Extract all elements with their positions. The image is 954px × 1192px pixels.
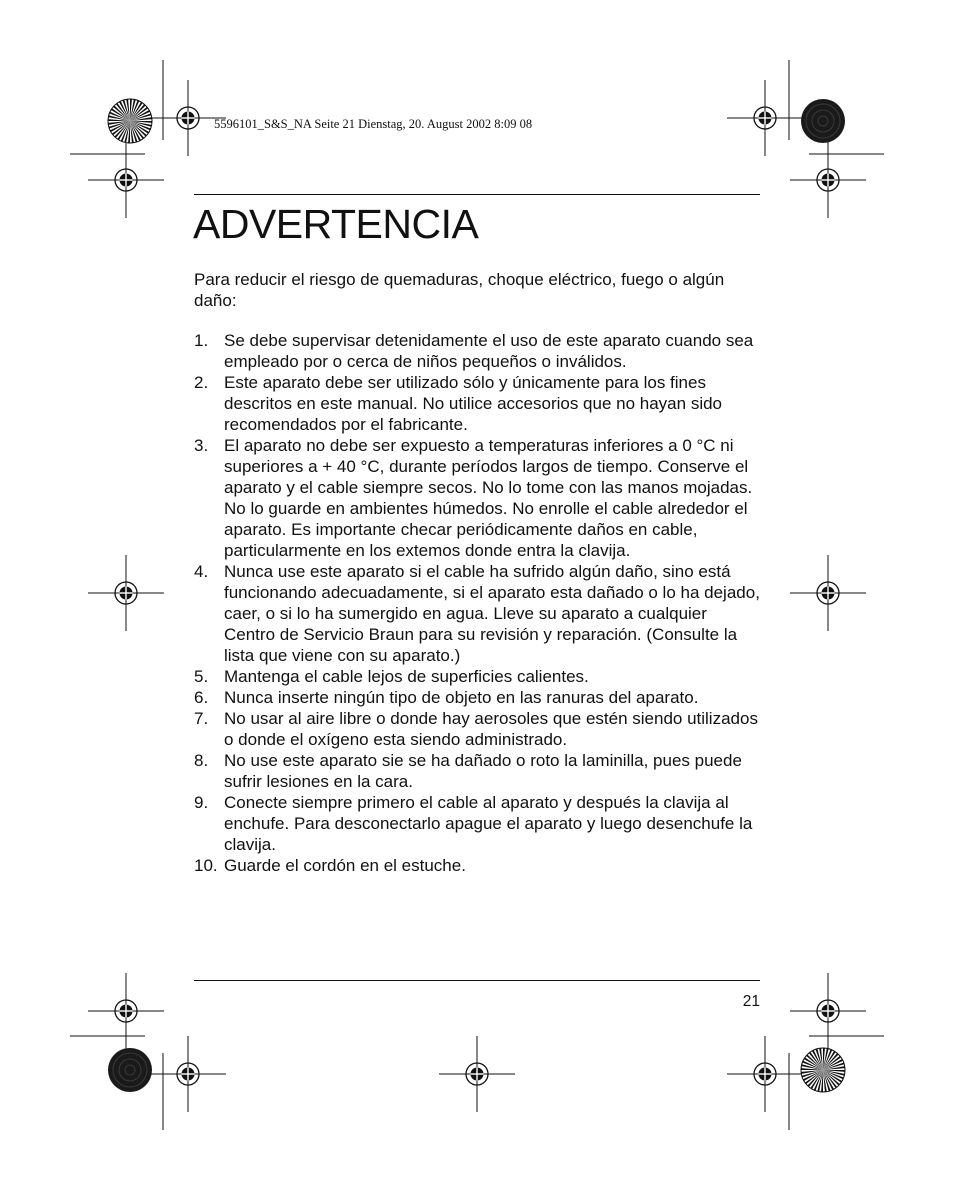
list-item-text: Conecte siempre primero el cable al aparato y después la clavija al enchufe. Para desconectarlo apague el aparato y luego desenchufe la clavija. — [224, 793, 753, 854]
registration-mark-icon — [88, 142, 164, 218]
registration-mark-icon — [150, 1036, 226, 1112]
page-title: ADVERTENCIA — [193, 201, 479, 247]
list-item — [194, 792, 762, 855]
density-wheel-icon — [801, 99, 845, 143]
list-item-text: Este aparato debe ser utilizado sólo y únicamente para los fines descritos en este manual. No utilice accesorios que no hayan sido recomendados por el fabricante. — [224, 373, 723, 434]
list-item-text: Nunca inserte ningún tipo de objeto en las ranuras del aparato. — [224, 688, 699, 707]
registration-mark-icon — [790, 555, 866, 631]
list-item — [194, 687, 762, 708]
list-item-text: No use este aparato sie se ha dañado o roto la laminilla, pues puede sufrir lesiones en la cara. — [224, 751, 742, 791]
list-item-text: El aparato no debe ser expuesto a temperaturas inferiores a 0 °C ni superiores a + 40 °C, durante períodos largos de tiempo. Conserve el aparato y el cable siempre secos. No lo tome con las manos mojadas. No lo guarde en ambientes húmedos. No enrolle el cable alrededor el aparato. Es importante checar periódicamente daños en cable, particularmente en los extemos donde entra la clavija. — [224, 436, 753, 560]
list-item — [194, 330, 762, 372]
top-rule — [194, 194, 760, 195]
list-item-text: Mantenga el cable lejos de superficies calientes. — [224, 667, 589, 686]
list-item-text: Se debe supervisar detenidamente el uso de este aparato cuando sea empleado por o cerca de niños pequeños o inválidos. — [224, 331, 754, 371]
list-item — [194, 750, 762, 792]
registration-mark-icon — [88, 555, 164, 631]
star-target-icon — [108, 99, 152, 143]
list-item — [194, 666, 762, 687]
list-item-number: 7. — [194, 709, 209, 728]
list-item-number: 8. — [194, 751, 209, 770]
registration-mark-icon — [88, 973, 164, 1049]
registration-mark-icon — [790, 973, 866, 1049]
list-item-number: 1. — [194, 331, 209, 350]
page-number: 21 — [742, 993, 760, 1010]
list-item-number: 10. — [194, 856, 218, 875]
registration-mark-icon — [727, 80, 803, 156]
list-item — [194, 855, 762, 876]
list-item — [194, 708, 762, 750]
list-item-text: Nunca use este aparato si el cable ha sufrido algún daño, sino está funcionando adecuadamente, si el aparato esta dañado o lo ha dejado, caer, o si lo ha sumergido en agua. Lleve su aparato a cualquier Centro de Servicio Braun para su revisión y reparación. (Consulte la lista que viene con su aparato.) — [224, 562, 760, 665]
star-target-icon — [801, 1048, 845, 1092]
registration-mark-icon — [727, 1036, 803, 1112]
list-item — [194, 372, 762, 435]
bottom-rule — [194, 980, 760, 981]
list-item-number: 6. — [194, 688, 209, 707]
density-wheel-icon — [108, 1048, 152, 1092]
printer-slug-line: 5596101_S&S_NA Seite 21 Dienstag, 20. August 2002 8:09 08 — [214, 117, 533, 131]
list-item-number: 4. — [194, 562, 209, 581]
intro-paragraph: Para reducir el riesgo de quemaduras, choque eléctrico, fuego o algún daño: — [194, 270, 725, 310]
registration-mark-icon — [790, 142, 866, 218]
warning-list — [194, 330, 762, 876]
list-item-number: 3. — [194, 436, 209, 455]
registration-mark-icon — [439, 1036, 515, 1112]
list-item-number: 2. — [194, 373, 209, 392]
list-item-text: Guarde el cordón en el estuche. — [224, 856, 466, 875]
list-item — [194, 561, 762, 666]
list-item — [194, 435, 762, 561]
list-item-number: 9. — [194, 793, 209, 812]
list-item-text: No usar al aire libre o donde hay aerosoles que estén siendo utilizados o donde el oxígeno esta siendo administrado. — [224, 709, 758, 749]
list-item-number: 5. — [194, 667, 209, 686]
